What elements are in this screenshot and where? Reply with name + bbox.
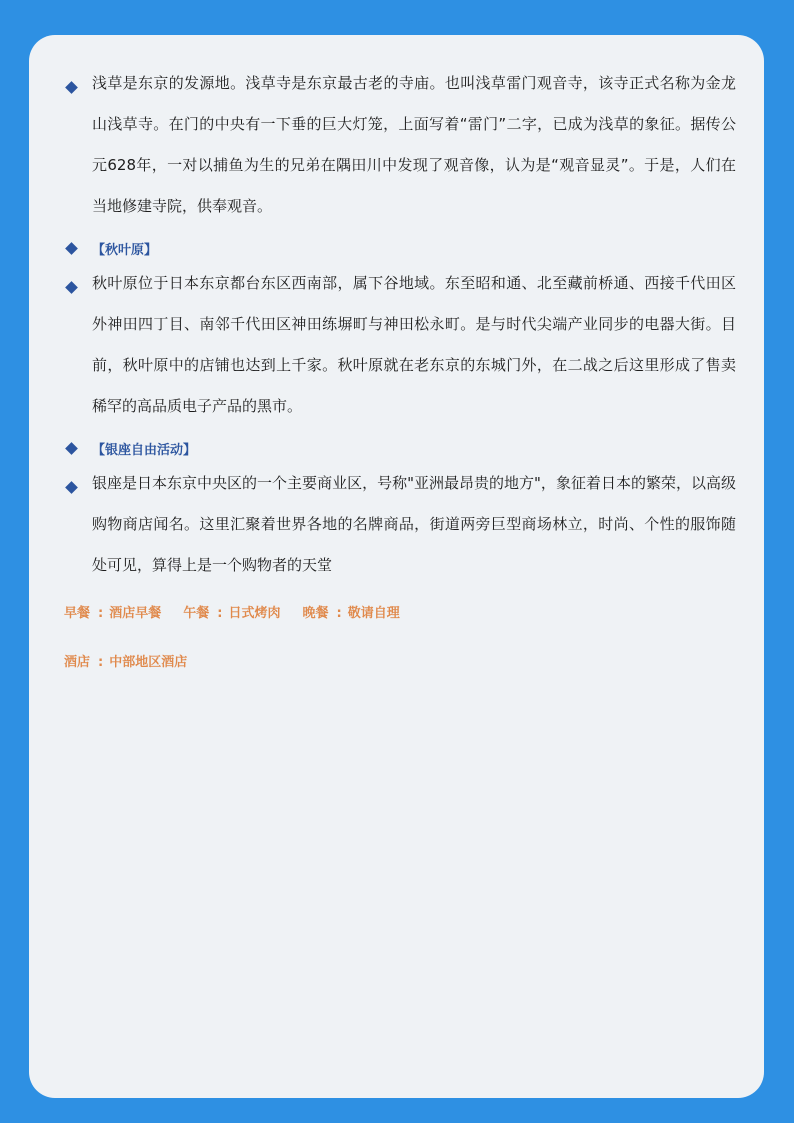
diamond-bullet-icon bbox=[65, 442, 78, 455]
separator: : bbox=[98, 606, 104, 621]
akihabara-item bbox=[64, 273, 736, 427]
diamond-bullet-icon bbox=[65, 81, 78, 94]
ginza-description: 银座是日本东京中央区的一个主要商业区，号称"亚洲最昂贵的地方"，象征着日本的繁荣，以高级购物商店闻名。这里汇聚着世界各地的名牌商品，街道两旁巨型商场林立，时尚、个性的服饰随处可见，算得上是一个购物者的天堂 bbox=[92, 474, 736, 574]
separator: : bbox=[98, 655, 104, 670]
breakfast bbox=[64, 602, 161, 621]
asakusa-description: 浅草是东京的发源地。浅草寺是东京最古老的寺庙。也叫浅草雷门观音寺，该寺正式名称为金龙山浅草寺。在门的中央有一下垂的巨大灯笼，上面写着“雷门”二字，已成为浅草的象征。据传公元628年，一对以捕鱼为生的兄弟在隅田川中发现了观音像，认为是“观音显灵”。于是，人们在当地修建寺院，供奉观音。 bbox=[92, 74, 736, 215]
akihabara-heading: 【秋叶原】 bbox=[92, 242, 158, 258]
dinner bbox=[302, 602, 399, 621]
ginza-heading-item bbox=[64, 433, 736, 463]
hotel-label: 酒店 bbox=[64, 655, 91, 670]
breakfast-value: 酒店早餐 bbox=[109, 606, 162, 621]
lunch-value: 日式烤肉 bbox=[228, 606, 281, 621]
dinner-value: 敬请自理 bbox=[347, 606, 400, 621]
separator: : bbox=[336, 606, 342, 621]
breakfast-label: 早餐 bbox=[64, 606, 91, 621]
hotel-row bbox=[64, 651, 736, 670]
ginza-item bbox=[64, 473, 736, 586]
asakusa-item bbox=[64, 73, 736, 227]
dinner-label: 晚餐 bbox=[302, 606, 329, 621]
hotel-value: 中部地区酒店 bbox=[109, 655, 188, 670]
lunch bbox=[183, 602, 280, 621]
separator: : bbox=[217, 606, 223, 621]
ginza-heading: 【银座自由活动】 bbox=[92, 442, 197, 458]
akihabara-heading-item bbox=[64, 233, 736, 263]
akihabara-description: 秋叶原位于日本东京都台东区西南部，属下谷地域。东至昭和通、北至藏前桥通、西接千代田区外神田四丁目、南邻千代田区神田练塀町与神田松永町。是与时代尖端产业同步的电器大街。目前，秋叶原中的店铺也达到上千家。秋叶原就在老东京的东城门外，在二战之后这里形成了售卖稀罕的高品质电子产品的黑市。 bbox=[92, 274, 736, 415]
meals-row bbox=[64, 602, 736, 621]
diamond-bullet-icon bbox=[65, 242, 78, 255]
diamond-bullet-icon bbox=[65, 281, 78, 294]
lunch-label: 午餐 bbox=[183, 606, 210, 621]
diamond-bullet-icon bbox=[65, 481, 78, 494]
itinerary-card bbox=[29, 35, 764, 1098]
